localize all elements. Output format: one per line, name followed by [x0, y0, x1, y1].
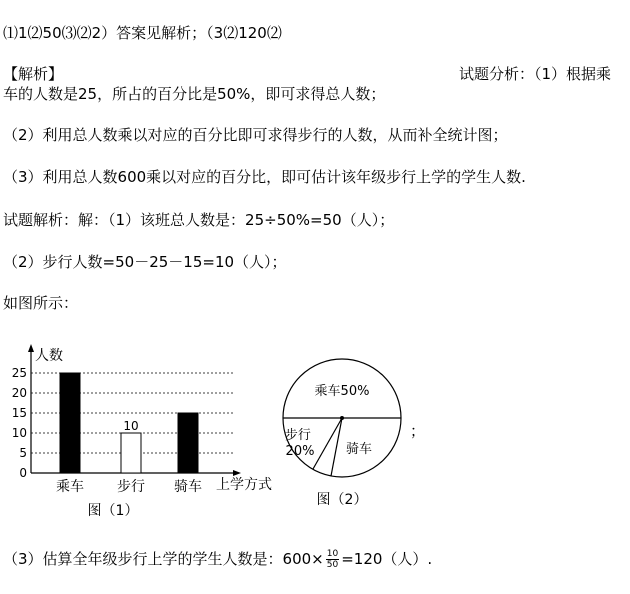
bar-data-label: 10 [123, 419, 139, 433]
pie-label-bike: 骑车 [345, 442, 373, 457]
bar-y-tick-label: 25 [11, 366, 27, 380]
bar-y-tick-label: 10 [11, 426, 27, 440]
pie-chart [270, 338, 420, 518]
bar-category-label: 骑车 [174, 479, 202, 495]
bar-2 [121, 433, 141, 473]
fraction-numerator: 10 [326, 549, 339, 559]
bar-category-label: 步行 [117, 479, 145, 495]
solution-line-4-suffix: =120（人）. [341, 550, 433, 568]
analysis-line-3: （3）利用总人数600乘以对应的百分比，即可估计该年级步行上学的学生人数. [3, 168, 526, 186]
solution-line-3: 如图所示： [3, 294, 79, 312]
bar-3 [178, 413, 198, 473]
bar-category-label: 乘车 [56, 479, 84, 495]
bar-y-tick-label: 5 [19, 446, 27, 460]
bar-y-tick-label: 20 [11, 386, 27, 400]
pie-label-bus: 乘车50% [314, 384, 370, 399]
analysis-right-label: 试题分析：（1）根据乘 [459, 65, 612, 83]
pie-center [340, 416, 344, 420]
pie-chart-caption: 图（2） [316, 492, 368, 508]
analysis-line-1: 车的人数是25，所占的百分比是50%，即可求得总人数； [3, 85, 386, 103]
solution-line-4 [3, 548, 432, 570]
pie-label-walk: 步行 20% [284, 428, 315, 459]
analysis-line-2: （2）利用总人数乘以对应的百分比即可求得步行的人数，从而补全统计图； [3, 126, 508, 144]
solution-line-2: （2）步行人数=50－25－15=10（人）； [3, 253, 287, 271]
analysis-heading: 【解析】 [3, 65, 64, 83]
bar-y-tick-label: 15 [11, 406, 27, 420]
bar-chart-ylabel: 人数 [35, 348, 63, 364]
fraction [326, 549, 339, 570]
fraction-denominator: 50 [326, 560, 339, 570]
solution-line-4-prefix: （3）估算全年级步行上学的学生人数是：600× [3, 550, 324, 568]
bar-chart-xlabel: 上学方式 [216, 477, 272, 493]
solution-line-1: 试题解析：解：（1）该班总人数是：25÷50%=50（人）； [3, 211, 395, 229]
bar-chart-y-arrow [28, 344, 34, 352]
answer-line: ⑴1⑵50⑶⑵2）答案见解析；（3⑵120⑵ [3, 24, 282, 42]
bar-chart-caption: 图（1） [87, 503, 139, 519]
bar-chart [0, 338, 290, 523]
bar-1 [60, 373, 80, 473]
figure-semicolon: ； [410, 422, 426, 440]
bar-chart-x-arrow [233, 470, 241, 476]
bar-y-tick-label: 0 [19, 466, 27, 480]
